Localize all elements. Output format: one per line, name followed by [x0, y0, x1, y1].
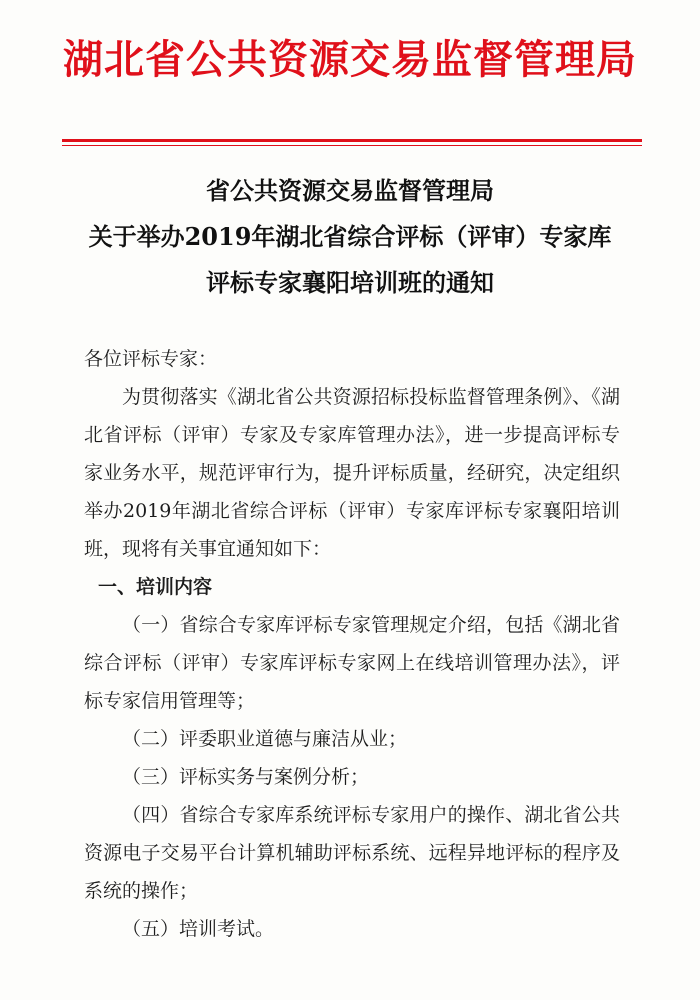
- list-item: （四）省综合专家库系统评标专家用户的操作、湖北省公共资源电子交易平台计算机辅助评标系统、远程异地评标的程序及系统的操作；: [84, 804, 620, 902]
- list-item: （三）评标实务与案例分析；: [122, 766, 370, 788]
- list-item: （二）评委职业道德与廉洁从业；: [122, 728, 408, 750]
- notice-title-line-3: 评标专家襄阳培训班的通知: [206, 268, 494, 297]
- issuing-authority-header: 湖北省公共资源交易监督管理局: [63, 37, 637, 83]
- list-item: （一）省综合专家库评标专家管理规定介绍，包括《湖北省综合评标（评审）专家库评标专家网上在线培训管理办法》，评标专家信用管理等；: [84, 614, 620, 712]
- notice-title-line-1: 省公共资源交易监督管理局: [206, 176, 494, 205]
- notice-body: [84, 340, 620, 948]
- notice-title: [0, 168, 700, 306]
- section-heading-training-content: 一、培训内容: [98, 576, 213, 598]
- salutation: 各位评标专家：: [84, 348, 218, 370]
- header-divider-thin: [62, 145, 642, 146]
- intro-paragraph: 为贯彻落实《湖北省公共资源招标投标监督管理条例》、《湖北省评标（评审）专家及专家库管理办法》，进一步提高评标专家业务水平，规范评审行为，提升评标质量，经研究，决定组织举办2019年湖北省综合评标（评审）专家库评标专家襄阳培训班，现将有关事宜通知如下：: [84, 386, 620, 560]
- notice-title-line-2: 关于举办2019年湖北省综合评标（评审）专家库: [88, 222, 612, 251]
- list-item: （五）培训考试。: [122, 918, 275, 940]
- header-divider: [62, 139, 642, 142]
